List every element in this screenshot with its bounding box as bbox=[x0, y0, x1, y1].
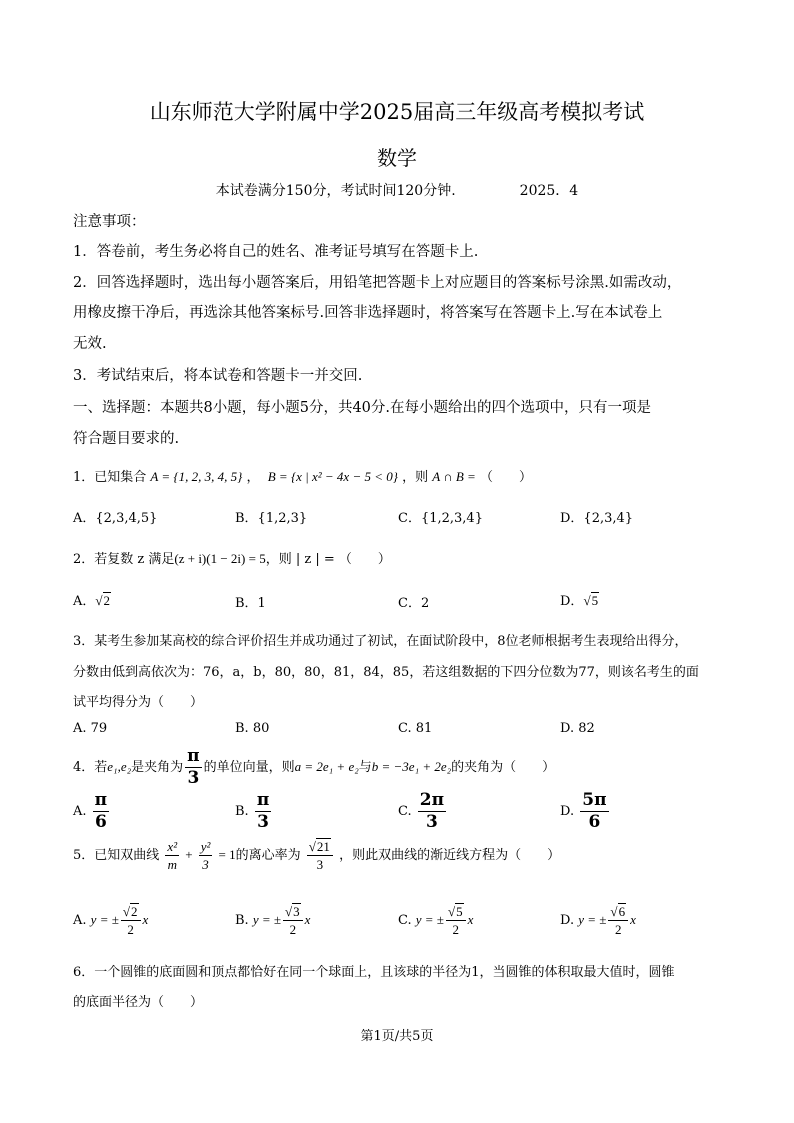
q1-paren: （ ） bbox=[479, 470, 532, 485]
q5-option-a[interactable]: A. y = ± $\frac{√2}{2}$ x bbox=[73, 904, 149, 937]
q5-eccentricity: $\frac{√21}{3}$ bbox=[307, 840, 333, 871]
q2-equation: (z + i)(1 − 2i) = 5 bbox=[174, 551, 266, 566]
q5-option-d[interactable]: D. y = ± $\frac{√6}{2}$ x bbox=[560, 904, 636, 937]
q2-then: ，则 | z | = bbox=[265, 552, 335, 567]
q5-option-c[interactable]: C. y = ± $\frac{√5}{2}$ x bbox=[398, 904, 474, 937]
q1-prefix: 1．已知集合 bbox=[73, 470, 147, 485]
subject-title: 数学 bbox=[377, 146, 417, 170]
q2-option-a-radicand: 2 bbox=[103, 593, 111, 608]
notes-heading: 注意事项： bbox=[73, 214, 146, 230]
q2-option-b[interactable]: B．1 bbox=[235, 596, 266, 611]
q1-ask: A ∩ B = bbox=[432, 469, 476, 484]
section-1-line-2: 符合题目要求的. bbox=[73, 431, 180, 447]
q4-angle: $\frac{\pi}{3}$ bbox=[187, 746, 200, 788]
q4-option-d[interactable]: D. $\frac{5\pi}{6}$ bbox=[560, 790, 607, 832]
note-item-2-line-2: 用橡皮擦干净后，再选涂其他答案标号.回答非选择题时，将答案写在答题卡上.写在本试卷上 bbox=[73, 305, 663, 321]
question-3-line-3: 试平均得分为（ ） bbox=[73, 695, 204, 710]
q2-stem: 2．若复数 z 满足 bbox=[73, 552, 175, 567]
q5-term-x: $\frac{\text{x²}}{m}$ bbox=[167, 839, 178, 872]
question-6-line-2: 的底面半径为（ ） bbox=[73, 995, 204, 1010]
exam-meta bbox=[0, 180, 794, 200]
q2-option-a[interactable]: A．√2 bbox=[73, 593, 111, 609]
exam-date: 2025．4 bbox=[519, 183, 579, 199]
q2-option-c[interactable]: C．2 bbox=[398, 596, 430, 611]
question-3-line-2: 分数由低到高依次为：76，a，b，80，80，81，84，85，若这组数据的下四分位数为77，则该名考生的面 bbox=[73, 665, 699, 680]
q3-option-d[interactable]: D. 82 bbox=[560, 721, 595, 736]
page-title: 山东师范大学附属中学2025届高三年级高考模拟考试 bbox=[149, 100, 645, 124]
q2-option-d-radicand: 5 bbox=[591, 593, 599, 608]
question-5-stem: 5．已知双曲线 $\frac{\text{x²}}{m}$ + $\frac{\text{y²}}{3}$ = 1的离心率为 $\frac{√21}{3}$ ，则此双曲线的渐近线方程为（ ） bbox=[73, 839, 561, 872]
q2-paren: （ ） bbox=[338, 552, 391, 567]
note-item-3: 3．考试结束后，将本试卷和答题卡一并交回. bbox=[73, 368, 363, 384]
q4-vector-b: b = −3e₁ + 2e₂ bbox=[371, 759, 452, 774]
page-footer: 第1页/共5页 bbox=[360, 1029, 434, 1044]
q1-then: ，则 bbox=[402, 470, 429, 485]
note-item-1: 1．答卷前，考生务必将自己的姓名、准考证号填写在答题卡上. bbox=[73, 244, 479, 260]
question-1-stem: 1．已知集合 A = {1, 2, 3, 4, 5} ， B = {x | x² − 4x − 5 < 0} ，则 A ∩ B = （ ） bbox=[73, 469, 532, 485]
q4-option-b[interactable]: B. $\frac{\pi}{3}$ bbox=[235, 790, 270, 832]
q4-vector-a: a = 2e₁ + e₂ bbox=[294, 759, 359, 774]
q1-option-a[interactable]: A．{2,3,4,5} bbox=[73, 511, 158, 526]
q4-option-c[interactable]: C. $\frac{2\pi}{3}$ bbox=[398, 790, 445, 832]
section-1-line-1: 一、选择题：本题共8小题，每小题5分，共40分.在每小题给出的四个选项中，只有一项是 bbox=[73, 400, 652, 416]
question-3-line-1: 3．某考生参加某高校的综合评价招生并成功通过了初试，在面试阶段中，8位老师根据考生表现给出得分， bbox=[73, 634, 688, 649]
q4-option-a[interactable]: A. $\frac{\pi}{6}$ bbox=[73, 790, 108, 832]
q1-option-b[interactable]: B．{1,2,3} bbox=[235, 511, 308, 526]
q1-set-a: A = {1, 2, 3, 4, 5} bbox=[150, 469, 243, 484]
note-item-2-line-3: 无效. bbox=[73, 336, 107, 352]
q1-option-d[interactable]: D．{2,3,4} bbox=[560, 511, 634, 526]
q5-term-y: $\frac{\text{y²}}{3}$ bbox=[200, 839, 211, 872]
q4-vectors: e₁,e₂ bbox=[107, 759, 132, 774]
q5-option-b[interactable]: B. y = ± $\frac{√3}{2}$ x bbox=[235, 904, 311, 937]
q1-set-b: B = {x | x² − 4x − 5 < 0} bbox=[267, 469, 398, 484]
q1-option-c[interactable]: C．{1,2,3,4} bbox=[398, 511, 483, 526]
q2-option-d[interactable]: D．√5 bbox=[560, 593, 599, 609]
note-item-2-line-1: 2．回答选择题时，选出每小题答案后，用铅笔把答题卡上对应题目的答案标号涂黑.如需改动， bbox=[73, 275, 682, 291]
question-4-stem: 4．若e₁,e₂是夹角为 $\frac{\pi}{3}$ 的单位向量，则a = 2e₁ + e₂与b = −3e₁ + 2e₂的夹角为（ ） bbox=[73, 746, 556, 788]
exam-info: 本试卷满分150分，考试时间120分钟. bbox=[215, 183, 456, 199]
q3-option-a[interactable]: A. 79 bbox=[73, 721, 108, 736]
q3-option-c[interactable]: C. 81 bbox=[398, 721, 433, 736]
question-6-line-1: 6．一个圆锥的底面圆和顶点都恰好在同一个球面上，且该球的半径为1，当圆锥的体积取最大值时，圆锥 bbox=[73, 965, 675, 980]
question-2-stem bbox=[73, 548, 391, 567]
q3-option-b[interactable]: B. 80 bbox=[235, 721, 270, 736]
